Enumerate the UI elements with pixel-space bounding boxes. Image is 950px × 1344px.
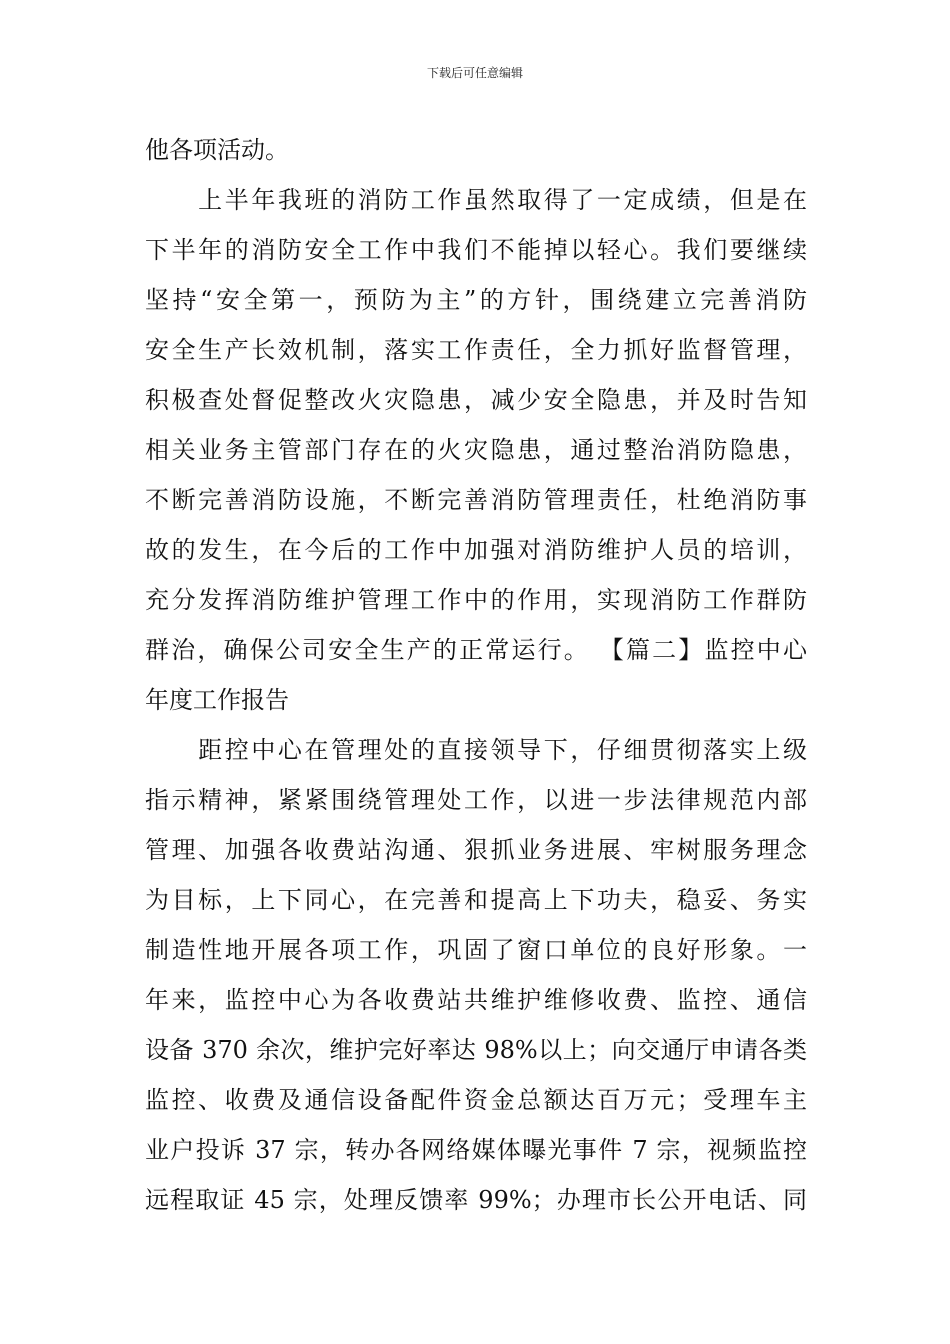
text-line: 业户投诉 37 宗，转办各网络媒体曝光事件 7 宗，视频监控 <box>145 1136 807 1164</box>
text-line: 监控、收费及通信设备配件资金总额达百万元；受理车主 <box>145 1086 807 1114</box>
text-line: 下半年的消防安全工作中我们不能掉以轻心。我们要继续 <box>145 236 807 264</box>
text-line: 年来，监控中心为各收费站共维护维修收费、监控、通信 <box>145 986 807 1014</box>
text-line: 为目标，上下同心，在完善和提高上下功夫，稳妥、务实 <box>145 886 807 914</box>
text-line: 相关业务主管部门存在的火灾隐患，通过整治消防隐患， <box>145 436 807 464</box>
text-line: 不断完善消防设施，不断完善消防管理责任，杜绝消防事 <box>145 486 807 514</box>
text-line: 制造性地开展各项工作，巩固了窗口单位的良好形象。一 <box>145 936 807 964</box>
text-line: 远程取证 45 宗，处理反馈率 99%；办理市长公开电话、同 <box>145 1186 807 1214</box>
text-line: 故的发生，在今后的工作中加强对消防维护人员的培训， <box>145 536 807 564</box>
text-line: 管理、加强各收费站沟通、狠抓业务进展、牢树服务理念 <box>145 836 807 864</box>
text-line: 距控中心在管理处的直接领导下，仔细贯彻落实上级 <box>145 736 807 764</box>
document-body <box>145 125 807 1225</box>
text-line: 坚持“安全第一，预防为主”的方针，围绕建立完善消防 <box>145 286 807 314</box>
text-line: 积极查处督促整改火灾隐患，减少安全隐患，并及时告知 <box>145 386 807 414</box>
text-line: 上半年我班的消防工作虽然取得了一定成绩，但是在 <box>145 186 807 214</box>
page-header-note: 下载后可任意编辑 <box>426 66 523 80</box>
text-line: 群治，确保公司安全生产的正常运行。 【篇二】监控中心 <box>145 636 807 664</box>
text-line: 他各项活动。 <box>145 136 289 164</box>
text-line: 年度工作报告 <box>145 686 289 714</box>
text-line: 设备 370 余次，维护完好率达 98%以上；向交通厅申请各类 <box>145 1036 807 1064</box>
text-line: 指示精神，紧紧围绕管理处工作，以进一步法律规范内部 <box>145 786 807 814</box>
text-line: 安全生产长效机制，落实工作责任，全力抓好监督管理， <box>145 336 807 364</box>
text-line: 充分发挥消防维护管理工作中的作用，实现消防工作群防 <box>145 586 807 614</box>
